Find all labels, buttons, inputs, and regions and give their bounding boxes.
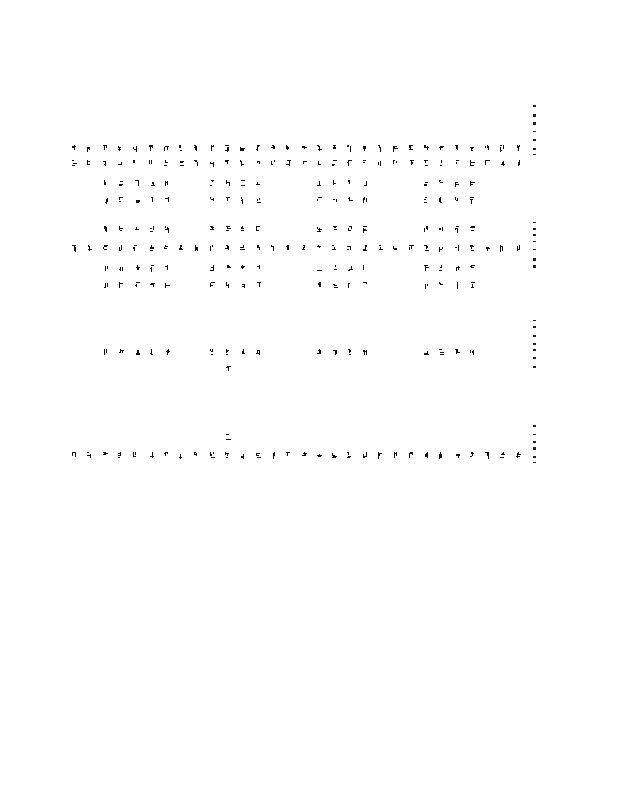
table-glyph [256,145,261,152]
table-glyph [72,452,77,459]
table-glyph [256,349,261,356]
table-glyph [103,145,108,152]
table-glyph [226,434,231,441]
table-glyph [333,226,338,233]
table-glyph [333,282,338,289]
table-glyph [500,452,505,459]
table-glyph [409,452,414,459]
table-glyph [133,145,138,152]
table-glyph [500,160,505,167]
table-glyph [104,282,109,289]
table-glyph [302,145,307,152]
table-glyph [149,245,154,252]
table-glyph [119,282,124,289]
table-glyph [470,452,475,459]
table-glyph [271,160,276,167]
table-glyph [470,226,475,233]
table-glyph [348,265,353,272]
table-glyph [470,180,475,187]
table-glyph [210,160,215,167]
table-glyph [317,145,322,152]
table-glyph [317,180,322,187]
table-glyph [363,245,368,252]
table-glyph [439,245,444,252]
table-glyph [135,180,140,187]
table-glyph [165,180,170,187]
table-glyph [333,265,338,272]
table-glyph [226,180,231,187]
table-glyph [72,160,77,167]
table-glyph [210,226,215,233]
table-glyph [516,452,521,459]
table-glyph [226,349,231,356]
table-glyph [103,245,108,252]
table-glyph [240,245,245,252]
table-glyph [363,145,368,152]
table-glyph [104,349,109,356]
table-glyph [240,145,245,152]
table-glyph [317,226,322,233]
table-glyph [455,197,460,204]
table-glyph [271,145,276,152]
table-glyph [104,226,109,233]
table-glyph [347,145,352,152]
table-glyph [439,160,444,167]
table-glyph [104,265,109,272]
table-glyph [317,349,322,356]
table-glyph [210,145,215,152]
table-glyph [455,226,460,233]
table-glyph [135,265,140,272]
table-glyph [455,349,460,356]
table-glyph [240,160,245,167]
table-glyph [103,160,108,167]
table-glyph [455,160,460,167]
table-glyph [210,197,215,204]
table-glyph [179,245,184,252]
table-glyph [455,245,460,252]
table-glyph [150,197,155,204]
table-glyph [241,265,246,272]
table-glyph [347,245,352,252]
table-glyph [72,145,77,152]
table-glyph [194,452,199,459]
table-glyph [424,265,429,272]
table-glyph [194,245,199,252]
table-glyph [348,180,353,187]
table-glyph [210,180,215,187]
table-glyph [424,282,429,289]
table-glyph [363,226,368,233]
table-glyph [485,452,490,459]
table-glyph [271,245,276,252]
side-row-label [533,105,536,155]
table-glyph [118,145,123,152]
table-glyph [393,145,398,152]
table-glyph [424,226,429,233]
table-glyph [256,282,261,289]
table-glyph [439,197,444,204]
table-glyph [119,349,124,356]
table-glyph [286,452,291,459]
table-glyph [165,265,170,272]
table-glyph [333,349,338,356]
table-glyph [455,145,460,152]
table-glyph [378,245,383,252]
table-glyph [256,245,261,252]
table-glyph [119,180,124,187]
table-glyph [348,197,353,204]
table-glyph [455,180,460,187]
table-glyph [210,349,215,356]
table-glyph [439,145,444,152]
table-glyph [500,145,505,152]
table-glyph [226,366,231,373]
table-glyph [439,452,444,459]
table-glyph [363,282,368,289]
table-glyph [179,452,184,459]
table-glyph [455,282,460,289]
table-glyph [500,245,505,252]
table-glyph [363,349,368,356]
table-glyph [87,245,92,252]
table-glyph [347,452,352,459]
table-glyph [179,160,184,167]
table-glyph [516,160,521,167]
table-glyph [104,197,109,204]
table-glyph [271,452,276,459]
table-glyph [149,145,154,152]
table-glyph [210,245,215,252]
table-glyph [470,282,475,289]
table-glyph [363,265,368,272]
table-glyph [363,160,368,167]
table-glyph [240,452,245,459]
table-glyph [439,349,444,356]
table-glyph [256,180,261,187]
table-glyph [256,160,261,167]
table-glyph [150,265,155,272]
table-glyph [424,180,429,187]
table-glyph [470,160,475,167]
table-glyph [424,197,429,204]
table-glyph [333,180,338,187]
table-glyph [118,160,123,167]
table-glyph [135,226,140,233]
table-glyph [485,145,490,152]
table-glyph [133,452,138,459]
table-glyph [150,349,155,356]
table-glyph [470,145,475,152]
table-glyph [348,349,353,356]
table-glyph [363,452,368,459]
table-glyph [424,145,429,152]
table-glyph [179,145,184,152]
table-glyph [226,197,231,204]
table-glyph [348,282,353,289]
table-glyph [135,282,140,289]
table-glyph [455,265,460,272]
table-glyph [286,160,291,167]
table-glyph [150,180,155,187]
table-glyph [87,452,92,459]
table-glyph [393,245,398,252]
side-row-label [533,320,536,370]
table-glyph [348,226,353,233]
table-glyph [332,245,337,252]
table-glyph [164,245,169,252]
table-glyph [424,245,429,252]
table-glyph [164,160,169,167]
table-glyph [302,452,307,459]
table-glyph [470,245,475,252]
table-glyph [378,145,383,152]
table-glyph [241,349,246,356]
table-glyph [194,145,199,152]
table-glyph [332,160,337,167]
table-glyph [424,349,429,356]
table-glyph [150,282,155,289]
table-glyph [409,145,414,152]
table-glyph [165,226,170,233]
table-glyph [225,160,230,167]
table-glyph [164,145,169,152]
table-glyph [317,452,322,459]
table-glyph [409,160,414,167]
table-glyph [225,452,230,459]
table-glyph [226,265,231,272]
table-glyph [256,452,261,459]
table-glyph [194,160,199,167]
table-glyph [347,160,352,167]
table-glyph [485,245,490,252]
table-glyph [302,160,307,167]
table-glyph [133,160,138,167]
table-glyph [516,145,521,152]
table-glyph [317,160,322,167]
table-glyph [165,349,170,356]
table-glyph [165,282,170,289]
table-glyph [378,160,383,167]
table-glyph [135,349,140,356]
table-glyph [164,452,169,459]
table-glyph [333,197,338,204]
table-glyph [286,245,291,252]
table-glyph [409,245,414,252]
table-glyph [225,245,230,252]
table-glyph [150,226,155,233]
table-glyph [439,226,444,233]
side-row-label [533,425,536,465]
table-glyph [363,180,368,187]
table-glyph [485,160,490,167]
table-glyph [210,452,215,459]
table-glyph [332,452,337,459]
table-glyph [470,265,475,272]
table-glyph [119,226,124,233]
table-glyph [256,226,261,233]
table-glyph [133,245,138,252]
table-glyph [317,197,322,204]
table-glyph [226,226,231,233]
table-glyph [225,145,230,152]
table-glyph [393,452,398,459]
table-glyph [424,160,429,167]
table-glyph [118,245,123,252]
table-glyph [286,145,291,152]
side-row-label [533,222,536,272]
table-glyph [118,452,123,459]
table-glyph [439,282,444,289]
table-glyph [72,245,77,252]
table-glyph [210,282,215,289]
table-glyph [149,452,154,459]
table-glyph [241,226,246,233]
table-glyph [256,265,261,272]
table-glyph [424,452,429,459]
table-glyph [302,245,307,252]
table-glyph [119,265,124,272]
table-glyph [241,282,246,289]
table-glyph [135,197,140,204]
table-glyph [317,245,322,252]
table-glyph [363,197,368,204]
table-glyph [470,349,475,356]
table-glyph [393,160,398,167]
table-glyph [104,180,109,187]
table-glyph [317,265,322,272]
table-glyph [470,197,475,204]
table-glyph [439,180,444,187]
table-glyph [119,197,124,204]
table-glyph [241,197,246,204]
table-glyph [439,265,444,272]
table-glyph [87,145,92,152]
table-glyph [103,452,108,459]
table-glyph [165,197,170,204]
table-glyph [226,282,231,289]
table-glyph [210,265,215,272]
table-glyph [516,245,521,252]
table-glyph [256,197,261,204]
table-glyph [317,282,322,289]
table-glyph [378,452,383,459]
table-glyph [87,160,92,167]
table-glyph [241,180,246,187]
table-glyph [455,452,460,459]
table-glyph [332,145,337,152]
table-glyph [149,160,154,167]
